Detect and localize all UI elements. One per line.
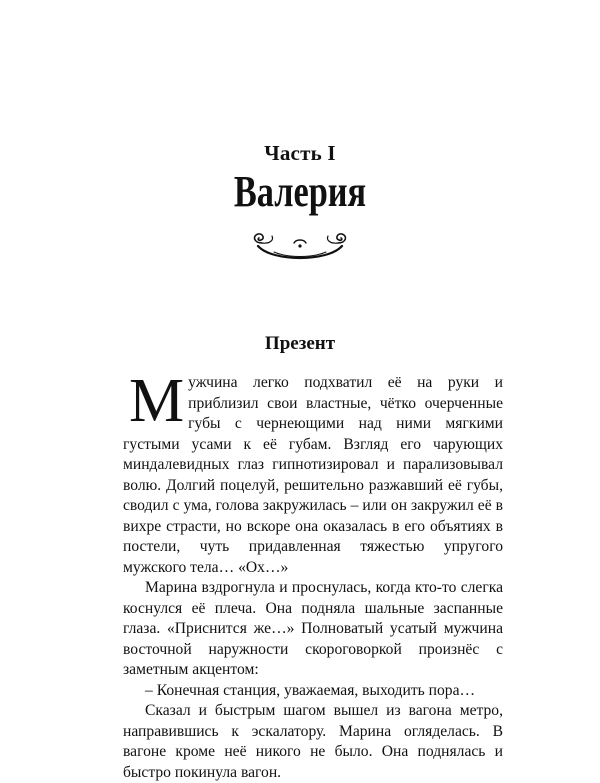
paragraph-2: Марина вздрогнула и проснулась, когда кто-то слегка коснулся её плеча. Она подняла шальные заспанные глаза. «Приснится же…» Полноватый усатый мужчина восточной наружности скороговоркой произнёс с заметным акцентом:: [123, 579, 503, 678]
part-label: Часть I: [264, 141, 336, 165]
paragraph-4: Сказал и быстрым шагом вышел из вагона метро, направившись к эскалатору. Марина огляделась. В вагоне кроме неё никого не было. Она поднялась и быстро покинула вагон.: [123, 702, 503, 781]
paragraph-3: – Конечная станция, уважаемая, выходить пора…: [145, 681, 476, 699]
drop-cap: М: [129, 367, 185, 435]
part-title: Валерия: [233, 167, 367, 216]
chapter-title: Презент: [264, 333, 336, 354]
swirl-divider-icon: [248, 230, 352, 262]
paragraph-1: Мужчина легко подхватил её на руки и приблизил свои властные, чётко очерченные губы с чернеющими над ними мягкими густыми усами к её губам. Взгляд его чарующих миндалевидных глаз гипнотизировал и парализовывал волю. Долгий поцелуй, решительно разжавший её губы, сводил с ума, голова закружилась – или он закружил её в вихре страсти, но вскоре она оказалась в его объятиях в постели, чуть придавленная тяжестью упругого мужского тела… «Ох…»: [123, 367, 503, 576]
body-text: [123, 367, 503, 783]
